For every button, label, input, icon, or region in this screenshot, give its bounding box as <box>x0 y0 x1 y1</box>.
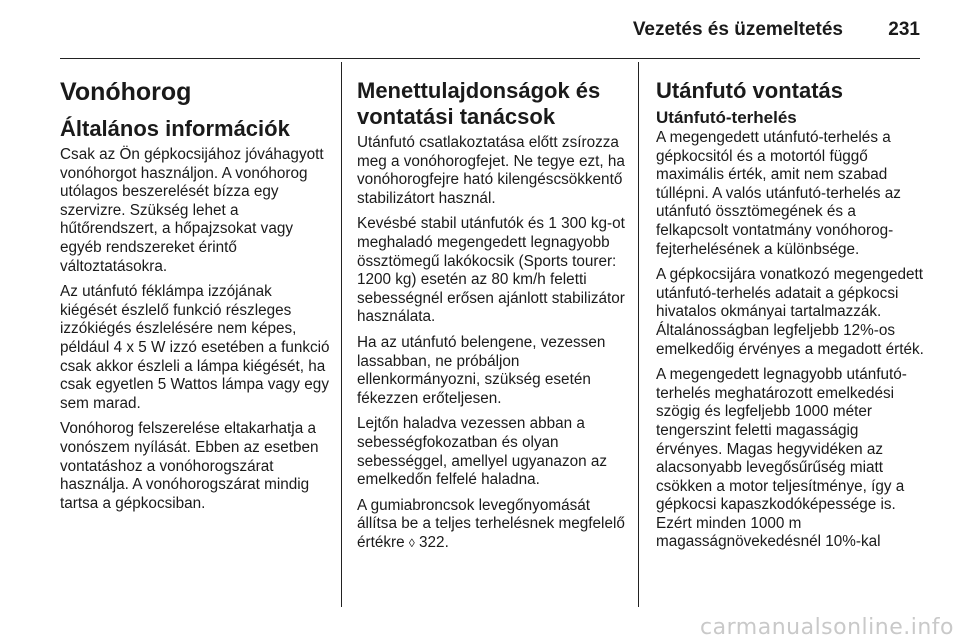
paragraph: Csak az Ön gépkocsijához jóváhagyott vonóhorgot használjon. A vonóhorog utólagos beszerelését bízza egy szervizre. Szükség lehet a hűtőrendszert, a hőpajzsokat vagy egyéb rendszereket érintő változtatásokra. <box>60 146 324 275</box>
paragraph-text: A gumiabroncsok levegőnyomását állítsa be a teljes terhelésnek megfelelő értékre <box>357 496 625 551</box>
column-towbar <box>60 78 330 520</box>
paragraph: A gépkocsijára vonatkozó megengedett utánfutó-terhelés adatait a gépkocsi hivatalos okmányai tartalmazzák. Általánosságban legfeljebb 12%-os emelkedőig érvényes a megadott érték. <box>656 266 924 358</box>
page-number: 231 <box>888 19 920 40</box>
column-trailer-towing <box>656 78 928 559</box>
page-reference-arrow-icon: ◊ <box>408 535 415 550</box>
column-divider-2 <box>638 62 639 607</box>
page-header <box>0 0 960 62</box>
paragraph: A megengedett utánfutó-terhelés a gépkocsitól és a motortól függő maximális érték, amit nem szabad túllépni. A valós utánfutó-terhelés az utánfutó össztömegének és a felkapcsolt vontatmány vonóhorog-fejterhelésének a különbsége. <box>656 129 901 258</box>
watermark: carmanualsonline.info <box>700 615 954 640</box>
section-title-trailer-towing: Utánfutó vontatás <box>656 78 843 103</box>
section-subtitle-trailer-load: Utánfutó-terhelés <box>656 108 797 127</box>
paragraph: A megengedett legnagyobb utánfutó-terhelés meghatározott emelkedési szögig és legfeljebb 1000 méter tengerszint feletti magasságig érvényes. Magas hegyvidéken az alacsonyabb levegősűrűség miatt csökken a motor teljesítménye, így a gépkocsi kapaszkodóképessége is. Ezért minden 1000 m magasságnövekedésnél 10%-kal <box>656 366 907 551</box>
page-reference-link[interactable]: 322. <box>419 533 449 551</box>
paragraph: Lejtőn haladva vezessen abban a sebességfokozatban és olyan sebességgel, amellyel ugyanazon az emelkedőn felfelé haladna. <box>357 415 608 489</box>
column-driving-characteristics <box>357 78 629 559</box>
paragraph: Az utánfutó féklámpa izzójának kiégését észlelő funkció részleges izzókiégés észlelésére nem képes, például 4 x 5 W izzó esetében a funkció csak akkor észleli a lámpa kiégését, ha csak egyetlen 5 Wattos lámpa vagy egy sem marad. <box>60 283 330 412</box>
paragraph: Ha az utánfutó belengene, vezessen lassabban, ne próbáljon ellenkormányozni, szükség esetén fékezzen erőteljesen. <box>357 333 606 407</box>
paragraph-tyre-pressure <box>357 497 629 553</box>
paragraph: Kevésbé stabil utánfutók és 1 300 kg-ot meghaladó megengedett legnagyobb össztömegű lakókocsik (Sports tourer: 1200 kg) esetén az 80 km/h feletti sebességnél erősen ajánlott stabilizátor használata. <box>357 215 625 326</box>
section-title-towbar: Vonóhorog <box>60 78 192 106</box>
section-subtitle-general-info: Általános információk <box>60 116 290 141</box>
header-divider <box>60 58 920 59</box>
paragraph: Vonóhorog felszerelése eltakarhatja a vonószem nyílását. Ebben az esetben vontatáshoz a vonóhorogszárat használja. A vonóhorogszárat mindig tartsa a gépkocsiban. <box>60 420 319 512</box>
section-title-driving-tips: Menettulajdonságok és vontatási tanácsok <box>357 78 601 129</box>
paragraph: Utánfutó csatlakoztatása előtt zsírozza meg a vonóhorogfejet. Ne tegye ezt, ha vonóhorogfejre ható kilengéscsökkentő stabilizátort használ. <box>357 134 625 207</box>
column-divider-1 <box>341 62 342 607</box>
header-title: Vezetés és üzemeltetés <box>632 19 843 40</box>
